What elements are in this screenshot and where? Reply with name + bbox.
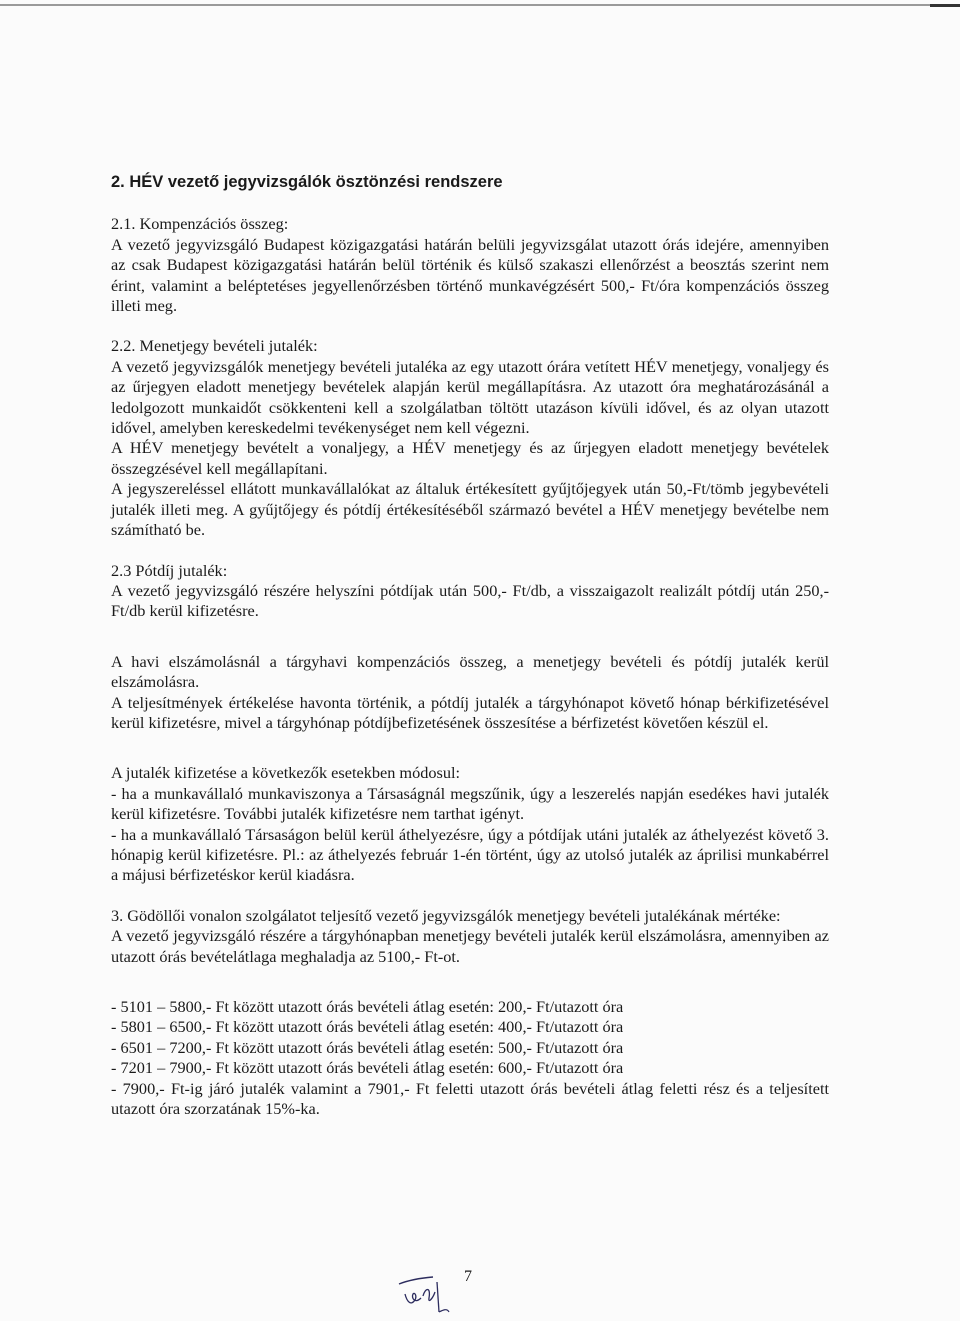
billing-paragraph-2: A teljesítmények értékelése havonta történik, a pótdíj jutalék a tárgyhónapot követő hónap bérkifizetésével kerül kifizetésre, mivel a tárgyhónap pótdíjbefizetésének összesítése a bérfizetést követően készül el.	[111, 692, 829, 732]
signature-icon	[397, 1268, 457, 1314]
section-2-2-paragraph-3: A jegyszereléssel ellátott munkavállalókat az általuk értékesített gyűjtőjegyek után 50,-Ft/tömb jegybevételi jutalék illeti meg. A gyűjtőjegy és pótdíj értékesítéséből származó bevétel a HÉV menetjegy bevételbe nem számítható be.	[111, 479, 829, 540]
rate-list	[111, 997, 829, 1079]
section-3-text: A vezető jegyvizsgáló részére a tárgyhónapban menetjegy bevételi jutalék kerül elszámolásra, amennyiben az utazott órás bevételátlaga meghaladja az 5100,- Ft-ot.	[111, 926, 829, 966]
page-number: 7	[464, 1268, 472, 1285]
rate-item: - 7201 – 7900,- Ft között utazott órás bevételi átlag esetén: 600,- Ft/utazott óra	[111, 1058, 624, 1078]
rate-item: - 6501 – 7200,- Ft között utazott órás bevételi átlag esetén: 500,- Ft/utazott óra	[111, 1037, 624, 1057]
section-2-1-text: A vezető jegyvizsgáló Budapest közigazgatási határán belüli jegyvizsgálat utazott órás idejére, amennyiben az csak Budapest közigazgatási határán belül történik és külső szakaszi ellenőrzést a beosztás szerint nem érint, valamint a beléptetéses jegyellenőrzésben történő munkavégzésért 500,- Ft/óra kompenzációs összeg illeti meg.	[111, 234, 829, 316]
section-heading: 2. HÉV vezető jegyvizsgálók ösztönzési rendszere	[111, 173, 503, 191]
document-body	[111, 172, 829, 1119]
modification-intro: A jutalék kifizetése a következők esetekben módosul:	[111, 763, 461, 783]
billing-paragraph-1: A havi elszámolásnál a tárgyhavi kompenzációs összeg, a menetjegy bevételi és pótdíj jutalék kerül elszámolásra.	[111, 651, 829, 692]
section-2-2-title: 2.2. Menetjegy bevételi jutalék:	[111, 336, 318, 356]
section-2-3-text: A vezető jegyvizsgáló részére helyszíni pótdíjak után 500,- Ft/db, a visszaigazolt realizált pótdíj után 250,- Ft/db kerül kifizetésre.	[111, 580, 829, 621]
page-footer	[397, 1262, 497, 1314]
modification-item-2: - ha a munkavállaló Társaságon belül kerül áthelyezésre, úgy a pótdíjak utáni jutalék az áthelyezést követő 3. hónapig kerül kifizetésre. Pl.: az áthelyezés február 1-én történt, úgy az utolsó jutalék az áprilisi munkabérrel a májusi bérfizetéskor kerül kiadásra.	[111, 824, 829, 885]
scan-corner-mark	[930, 4, 960, 7]
rate-item: - 5801 – 6500,- Ft között utazott órás bevételi átlag esetén: 400,- Ft/utazott óra	[111, 1017, 624, 1037]
section-3-title: 3. Gödöllői vonalon szolgálatot teljesítő vezető jegyvizsgálók menetjegy bevételi jutalékának mértéke:	[111, 905, 781, 925]
section-2-2-paragraph-2: A HÉV menetjegy bevételt a vonaljegy, a HÉV menetjegy és az űrjegyen eladott menetjegy bevételek összegzésével kell megállapítani.	[111, 438, 829, 478]
scan-top-border	[0, 4, 960, 6]
section-2-3-title: 2.3 Pótdíj jutalék:	[111, 560, 228, 580]
modification-item-1: - ha a munkavállaló munkaviszonya a Társaságnál megszűnik, úgy a leszerelés napján esedékes havi jutalék kerül kifizetésre. További jutalék kifizetésre nem tarthat igényt.	[111, 783, 829, 824]
rate-last-item: - 7900,- Ft-ig járó jutalék valamint a 7901,- Ft feletti utazott órás bevételi átlag feletti rész és a teljesített utazott óra szorzatának 15%-ka.	[111, 1078, 829, 1119]
section-2-2-paragraph-1: A vezető jegyvizsgálók menetjegy bevételi jutaléka az egy utazott órára vetített HÉV menetjegy, vonaljegy és az űrjegyen eladott menetjegy bevételek alapján kerül megállapításra. Az utazott óra meghatározásánál a ledolgozott munkaidőt csökkenteni kell a szolgálatban töltött utazáson kívüli idővel, és az olyan utazott idővel, amelyben kereskedelmi tevékenységet nem kell végezni.	[111, 356, 829, 438]
rate-item: - 5101 – 5800,- Ft között utazott órás bevételi átlag esetén: 200,- Ft/utazott óra	[111, 997, 624, 1016]
section-2-1-title: 2.1. Kompenzációs összeg:	[111, 214, 289, 234]
